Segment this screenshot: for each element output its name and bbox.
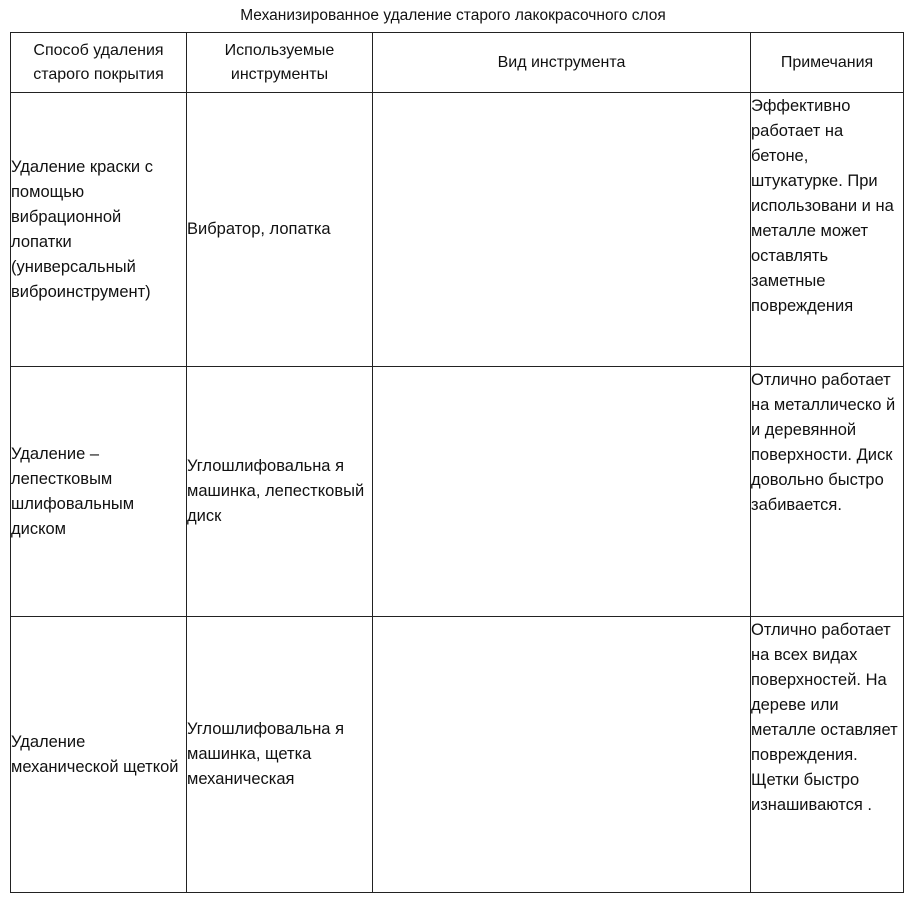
notes-cell — [751, 617, 904, 893]
notes-cell — [751, 93, 904, 367]
method-cell: Удаление – лепестковым шлифовальным диском — [11, 367, 187, 617]
header-row — [11, 33, 904, 93]
table-row — [11, 367, 904, 617]
tools-cell: Углошлифовальна я машинка, лепестковый диск — [187, 367, 373, 617]
notes-cell — [751, 367, 904, 617]
tools-cell: Углошлифовальна я машинка, щетка механическая — [187, 617, 373, 893]
notes-text: Эффективно работает на бетоне, штукатурке. При использовани и на металле может оставлять заметные повреждения — [751, 97, 894, 315]
image-cell — [373, 617, 751, 893]
header-view: Вид инструмента — [373, 33, 751, 93]
image-cell — [373, 367, 751, 617]
method-cell: Удаление механической щеткой — [11, 617, 187, 893]
image-cell — [373, 93, 751, 367]
notes-text: Отлично работает на всех видах поверхностей. На дереве или металле оставляет повреждения. Щетки быстро изнашиваются . — [751, 621, 898, 814]
table-row — [11, 617, 904, 893]
notes-text: Отлично работает на металлическо й и деревянной поверхности. Диск довольно быстро забивается. — [751, 371, 896, 514]
header-method: Способ удаления старого покрытия — [11, 33, 187, 93]
header-tools: Используемые инструменты — [187, 33, 373, 93]
table-caption: Механизированное удаление старого лакокрасочного слоя — [240, 7, 666, 24]
header-notes: Примечания — [751, 33, 904, 93]
method-cell: Удаление краски с помощью вибрационной лопатки (универсальный виброинструмент) — [11, 93, 187, 367]
table-row — [11, 93, 904, 367]
tools-cell: Вибратор, лопатка — [187, 93, 373, 367]
methods-table — [10, 32, 904, 893]
